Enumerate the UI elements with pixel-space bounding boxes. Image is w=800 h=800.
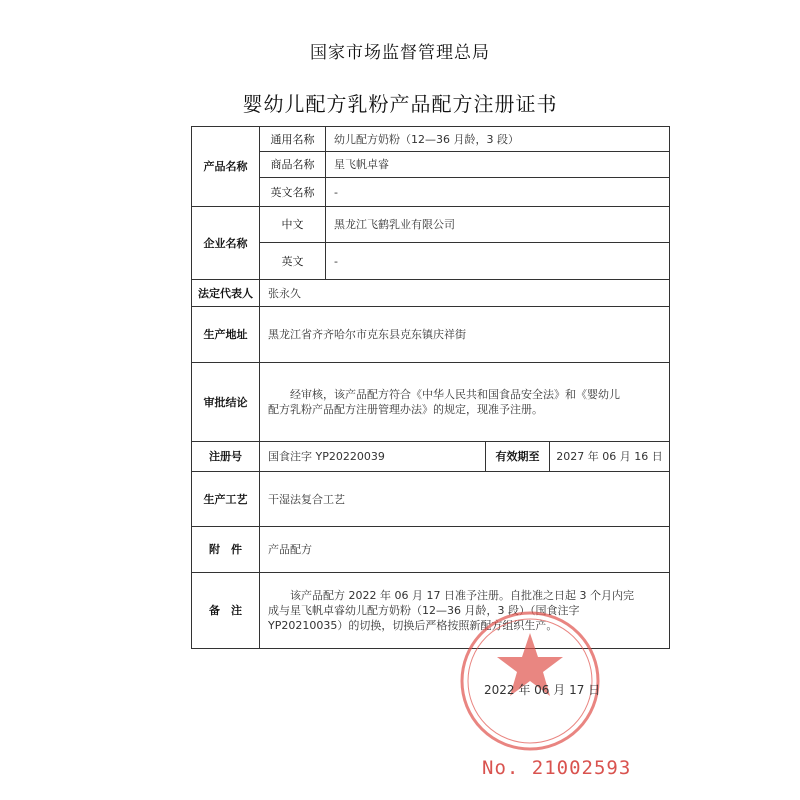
generic-name-value: 幼儿配方奶粉（12—36 月龄，3 段） <box>326 127 670 152</box>
row-company-chinese <box>192 207 670 243</box>
remarks-label: 备 注 <box>192 573 260 649</box>
attachment-value: 产品配方 <box>260 527 670 573</box>
row-address <box>192 307 670 363</box>
process-label: 生产工艺 <box>192 472 260 527</box>
generic-name-label: 通用名称 <box>260 127 326 152</box>
row-approval <box>192 363 670 442</box>
row-attachment <box>192 527 670 573</box>
approval-text <box>260 363 670 442</box>
address-label: 生产地址 <box>192 307 260 363</box>
issue-date: 2022 年 06 月 17 日 <box>484 683 601 697</box>
validity-label: 有效期至 <box>486 442 550 472</box>
brand-name-value: 星飞帆卓睿 <box>326 152 670 178</box>
certificate-title: 婴幼儿配方乳粉产品配方注册证书 <box>242 92 558 116</box>
registration-number-label: 注册号 <box>192 442 260 472</box>
company-english-label: 英文 <box>260 243 326 280</box>
company-english-value: - <box>326 243 670 280</box>
english-name-label: 英文名称 <box>260 178 326 207</box>
company-chinese-label: 中文 <box>260 207 326 243</box>
remarks-line-2: 成与星飞帆卓睿幼儿配方奶粉（12—36 月龄，3 段）（国食注字 <box>268 604 580 617</box>
approval-label: 审批结论 <box>192 363 260 442</box>
remarks-line-1: 该产品配方 2022 年 06 月 17 日准予注册。自批准之日起 3 个月内完 <box>290 589 634 602</box>
address-value: 黑龙江省齐齐哈尔市克东县克东镇庆祥街 <box>260 307 670 363</box>
approval-line-2: 配方乳粉产品配方注册管理办法》的规定，现准予注册。 <box>268 403 543 416</box>
english-name-value: - <box>326 178 670 207</box>
certificate-table <box>191 126 670 649</box>
approval-line-1: 经审核，该产品配方符合《中华人民共和国食品安全法》和《婴幼儿 <box>290 388 620 401</box>
company-name-label: 企业名称 <box>192 207 260 280</box>
issuing-authority: 国家市场监督管理总局 <box>310 43 490 63</box>
row-legal-rep <box>192 280 670 307</box>
legal-rep-value: 张永久 <box>260 280 670 307</box>
row-brand-name <box>192 152 670 178</box>
legal-rep-label: 法定代表人 <box>192 280 260 307</box>
row-registration <box>192 442 670 472</box>
product-name-label: 产品名称 <box>192 127 260 207</box>
row-english-name <box>192 178 670 207</box>
row-company-english <box>192 243 670 280</box>
company-chinese-value: 黑龙江飞鹤乳业有限公司 <box>326 207 670 243</box>
validity-value: 2027 年 06 月 16 日 <box>550 442 670 472</box>
remarks-line-3: YP20210035）的切换，切换后严格按照新配方组织生产。 <box>268 619 558 632</box>
row-generic-name <box>192 127 670 152</box>
row-process <box>192 472 670 527</box>
attachment-label: 附 件 <box>192 527 260 573</box>
brand-name-label: 商品名称 <box>260 152 326 178</box>
registration-number-value: 国食注字 YP20220039 <box>260 442 486 472</box>
process-value: 干湿法复合工艺 <box>260 472 670 527</box>
serial-number: No. 21002593 <box>482 757 632 779</box>
